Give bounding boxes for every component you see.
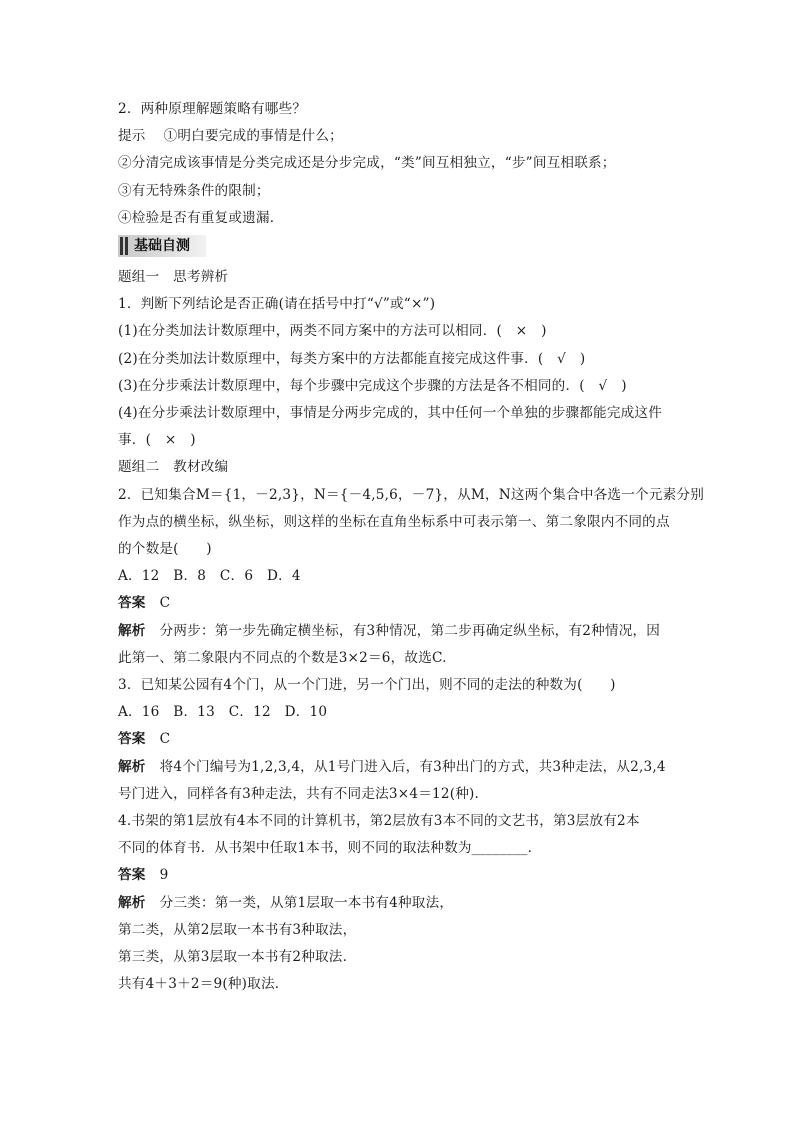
q2-stem-1: 2．已知集合M＝{1，－2,3}，N＝{－4,5,6，－7}，从M，N这两个集合中各选一个元素分别	[118, 486, 704, 503]
q1-item-4: (4)在分步乘法计数原理中，事情是分两步完成的，其中任何一个单独的步骤都能完成这件	[118, 405, 663, 422]
analysis-text: 将4个门编号为1,2,3,4，从1号门进入后，有3种出门的方式，共3种走法，从2,3,4	[159, 758, 666, 775]
question-2-title: 2．两种原理解题策略有哪些？	[118, 101, 307, 117]
analysis-label: 解析	[118, 758, 146, 775]
answer-label: 答案	[118, 867, 146, 884]
analysis-label: 解析	[118, 622, 146, 639]
answer-value: C	[159, 731, 171, 748]
answer-value: 9	[159, 867, 169, 884]
hint-line-3: ③有无特殊条件的限制；	[118, 182, 270, 199]
section-banner	[118, 235, 206, 257]
q2-answer	[118, 590, 678, 617]
q2-stem-2: 作为点的横坐标，纵坐标，则这样的坐标在直角坐标系中可表示第一、第二象限内不同的点	[118, 513, 670, 530]
analysis-label: 解析	[118, 894, 146, 911]
q2-analysis-2: 此第一、第二象限内不同点的个数是3×2＝6，故选C.	[118, 649, 447, 666]
q3-stem: 3．已知某公园有4个门，从一个门进，另一个门出，则不同的走法的种数为( )	[118, 677, 616, 694]
document-page	[118, 96, 704, 999]
analysis-text: 分两步：第一步先确定横坐标，有3种情况，第二步再确定纵坐标，有2种情况，因	[159, 622, 661, 639]
q4-stem-2: 不同的体育书．从书架中任取1本书，则不同的取法种数为________．	[118, 840, 542, 857]
q1-item-3: (3)在分步乘法计数原理中，每个步骤中完成这个步骤的方法是各不相同的．( √ )	[118, 377, 627, 394]
q3-answer	[118, 726, 678, 753]
hint-1: ①明白要完成的事情是什么；	[163, 128, 343, 145]
q3-analysis-1	[118, 754, 678, 781]
group-2-title: 题组二 教材改编	[118, 459, 229, 476]
banner-bar-icon	[120, 237, 123, 255]
analysis-text: 分三类：第一类，从第1层取一本书有4种取法，	[159, 894, 454, 911]
banner-bar-icon	[125, 237, 128, 255]
answer-label: 答案	[118, 731, 146, 748]
section-title: 基础自测	[134, 238, 190, 255]
q3-options: A．16 B．13 C．12 D．10	[118, 704, 328, 721]
hint-line-2: ②分清完成该事情是分类完成还是分步完成，“类”间互相独立，“步”间互相联系；	[118, 155, 616, 172]
q2-options: A．12 B．8 C．6 D．4	[118, 568, 301, 585]
q4-analysis-3: 第三类，从第3层取一本书有2种取法．	[118, 949, 357, 966]
q1-item-1: (1)在分类加法计数原理中，两类不同方案中的方法可以相同．( × )	[118, 323, 547, 340]
q1-item-4-cont: 事．( × )	[118, 432, 196, 449]
answer-value: C	[159, 595, 171, 612]
q2-stem-3: 的个数是( )	[118, 541, 212, 558]
answer-label: 答案	[118, 595, 146, 612]
q2-analysis-1	[118, 618, 678, 645]
q3-analysis-2: 号门进入，同样各有3种走法，共有不同走法3×4＝12(种).	[118, 785, 480, 802]
q4-analysis-4: 共有4＋3＋2＝9(种)取法．	[118, 976, 289, 993]
q4-stem-1: 4.书架的第1层放有4本不同的计算机书，第2层放有3本不同的文艺书，第3层放有2本	[118, 813, 640, 830]
hint-label: 提示	[118, 128, 146, 145]
q4-analysis-2: 第二类，从第2层取一本书有3种取法，	[118, 921, 357, 938]
group-1-title: 题组一 思考辨析	[118, 269, 229, 286]
q4-analysis-1	[118, 890, 678, 917]
q1-item-2: (2)在分类加法计数原理中，每类方案中的方法都能直接完成这件事．( √ )	[118, 350, 586, 367]
q1-stem: 1．判断下列结论是否正确(请在括号中打“√”或“×”)	[118, 296, 436, 313]
hint-line-4: ④检验是否有重复或遗漏．	[118, 209, 284, 226]
hint-line-1	[118, 123, 678, 150]
q4-answer	[118, 862, 678, 889]
